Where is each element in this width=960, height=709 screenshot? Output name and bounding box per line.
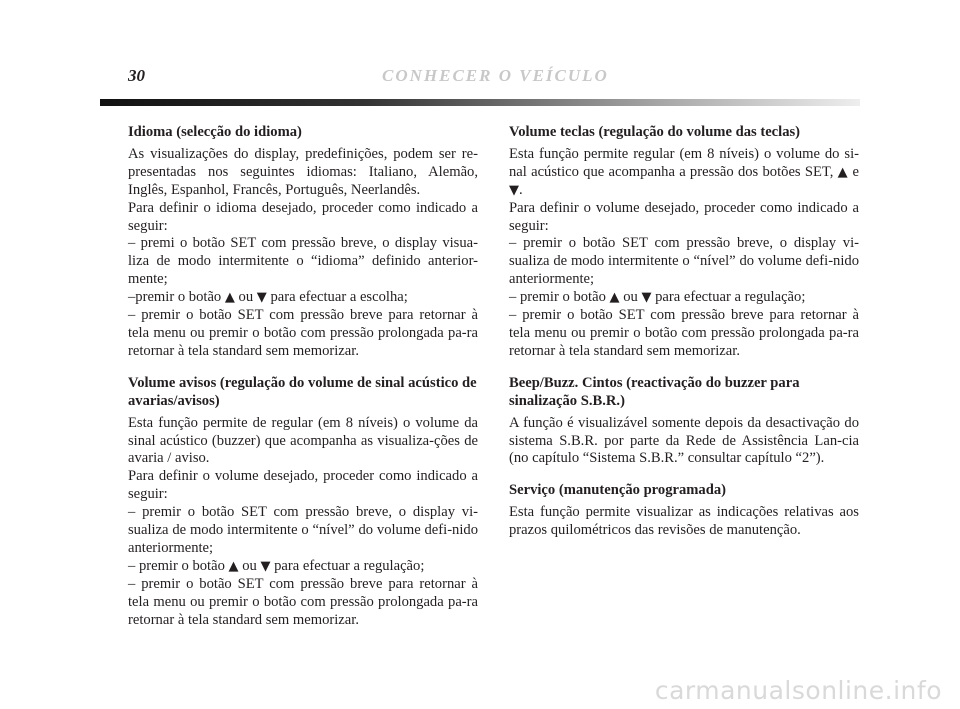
text-fragment: e bbox=[852, 163, 859, 180]
paragraph: – premi o botão SET com pressão breve, o display visua-liza de modo intermitente o “idioma” definido anterior-mente; bbox=[128, 235, 478, 288]
paragraph: Esta função permite visualizar as indicações relativas aos prazos quilométricos das revisões de manutenção. bbox=[509, 504, 859, 539]
section-heading-beep-buzz: Beep/Buzz. Cintos (reactivação do buzzer para sinalização S.B.R.) bbox=[509, 374, 800, 409]
paragraph: Esta função permite de regular (em 8 níveis) o volume da sinal acústico (buzzer) que acompanha as visualiza-ções de avaria / aviso. bbox=[128, 414, 478, 467]
paragraph bbox=[509, 146, 859, 200]
right-column bbox=[509, 124, 859, 540]
triangle-down-icon: ▼ bbox=[509, 182, 519, 198]
text-fragment: ou bbox=[238, 289, 254, 306]
triangle-down-icon: ▼ bbox=[260, 558, 271, 574]
section-heading-servico: Serviço (manutenção programada) bbox=[509, 482, 726, 499]
paragraph: As visualizações do display, predefinições, podem ser re-presentadas nos seguintes idiomas: Italiano, Alemão, Inglês, Espanhol, Francês, Português, Neerlandês. bbox=[128, 145, 478, 198]
page-number: 30 bbox=[128, 66, 145, 85]
paragraph: – premir o botão SET com pressão breve, o display vi-sualiza de modo intermitente o “nível” do volume defi-nido anteriormente; bbox=[509, 235, 859, 288]
watermark: carmanualsonline.info bbox=[654, 676, 942, 705]
paragraph: Para definir o idioma desejado, proceder como indicado a seguir: bbox=[128, 199, 478, 234]
paragraph: Para definir o volume desejado, proceder como indicado a seguir: bbox=[509, 199, 859, 234]
text-fragment: ou bbox=[242, 557, 257, 574]
left-column bbox=[128, 124, 478, 629]
triangle-down-icon: ▼ bbox=[256, 290, 267, 306]
triangle-up-icon: ▲ bbox=[228, 558, 239, 574]
triangle-up-icon: ▲ bbox=[609, 290, 620, 306]
text-fragment: Esta função permite regular (em 8 níveis) o volume do si-nal acústico que acompanha a pressão dos botões SET, bbox=[509, 145, 859, 180]
triangle-down-icon: ▼ bbox=[641, 290, 652, 306]
triangle-up-icon: ▲ bbox=[837, 164, 849, 180]
header-title: CONHECER O VEÍCULO bbox=[382, 66, 609, 85]
section-heading-volume-avisos: Volume avisos (regulação do volume de sinal acústico de avarias/avisos) bbox=[128, 374, 477, 409]
triangle-up-icon: ▲ bbox=[224, 290, 235, 306]
text-fragment: ou bbox=[623, 289, 638, 306]
section-heading-idioma: Idioma (selecção do idioma) bbox=[128, 124, 302, 140]
text-fragment: – premir o botão bbox=[128, 557, 225, 574]
text-fragment: – premir o botão bbox=[509, 289, 606, 306]
paragraph: – premir o botão SET com pressão breve para retornar à tela menu ou premir o botão com pressão prolongada pa-ra retornar à tela standard sem memorizar. bbox=[128, 307, 478, 359]
text-fragment: . bbox=[519, 181, 523, 198]
paragraph bbox=[509, 289, 859, 307]
text-fragment: para efectuar a escolha; bbox=[270, 289, 408, 306]
paragraph: – premir o botão SET com pressão breve, o display vi-sualiza de modo intermitente o “nível” do volume defi-nido anteriormente; bbox=[128, 504, 478, 556]
paragraph: A função é visualizável somente depois da desactivação do sistema S.B.R. por parte da Rede de Assistência Lan-cia (no capítulo “Sistema S.B.R.” consultar capítulo “2”). bbox=[509, 414, 859, 467]
section-heading-volume-teclas: Volume teclas (regulação do volume das teclas) bbox=[509, 124, 801, 140]
paragraph: – premir o botão SET com pressão breve para retornar à tela menu ou premir o botão com pressão prolongada pa-ra retornar à tela standard sem memorizar. bbox=[509, 307, 859, 359]
header-rule bbox=[100, 99, 860, 106]
text-fragment: para efectuar a regulação; bbox=[655, 289, 806, 306]
text-fragment: para efectuar a regulação; bbox=[274, 557, 425, 574]
paragraph: – premir o botão SET com pressão breve para retornar à tela menu ou premir o botão com pressão prolongada pa-ra retornar à tela standard sem memorizar. bbox=[128, 575, 478, 628]
paragraph bbox=[128, 558, 478, 576]
paragraph: Para definir o volume desejado, proceder como indicado a seguir: bbox=[128, 468, 478, 503]
paragraph bbox=[128, 289, 478, 307]
text-fragment: –premir o botão bbox=[128, 289, 222, 306]
